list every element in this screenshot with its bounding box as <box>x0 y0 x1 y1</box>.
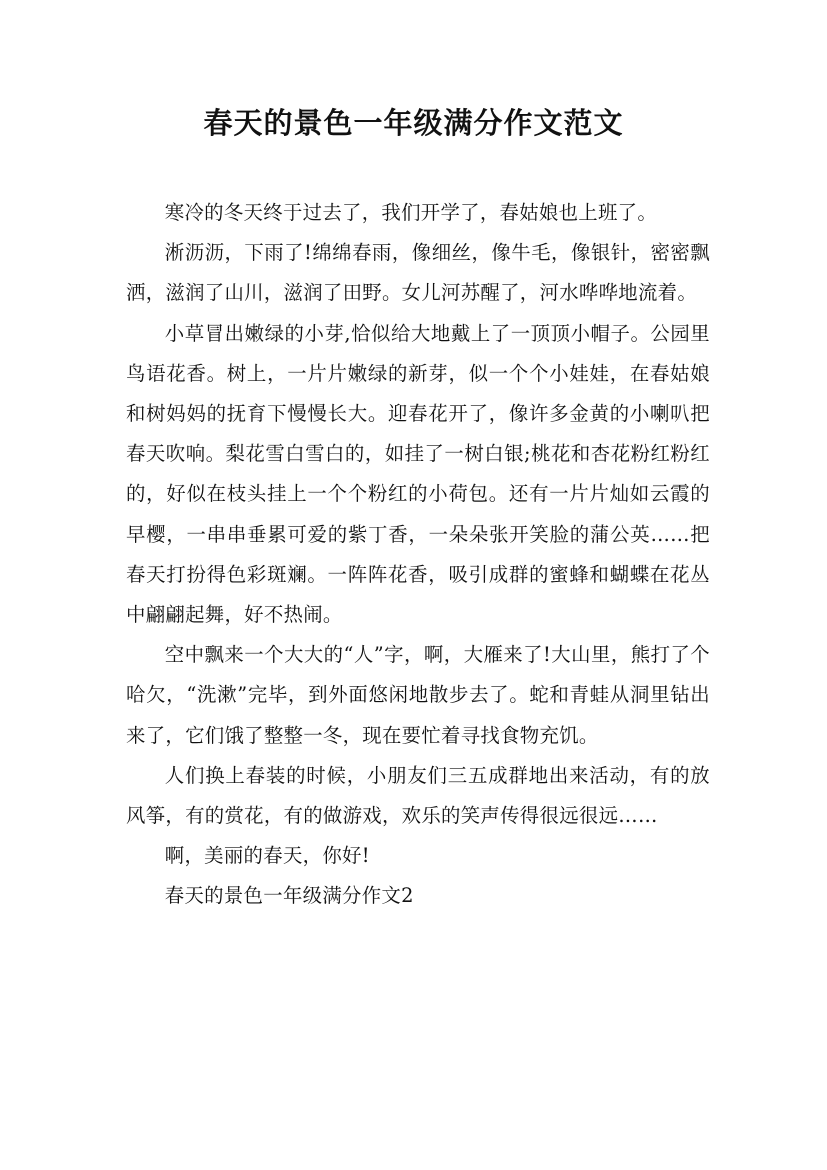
paragraph: 小草冒出嫩绿的小芽,恰似给大地戴上了一顶顶小帽子。公园里鸟语花香。树上，一片片嫩绿的新芽，似一个个小娃娃，在春姑娘和树妈妈的抚育下慢慢长大。迎春花开了，像许多金黄的小喇叭把春天吹响。梨花雪白雪白的，如挂了一树白银;桃花和杏花粉红粉红的，好似在枝头挂上一个个粉红的小荷包。还有一片片灿如云霞的早樱，一串串垂累可爱的紫丁香，一朵朵张开笑脸的蒲公英……把春天打扮得色彩斑斓。一阵阵花香，吸引成群的蜜蜂和蝴蝶在花丛中翩翩起舞，好不热闹。 <box>126 321 710 627</box>
document-body <box>126 193 710 917</box>
paragraph: 啊，美丽的春天，你好! <box>164 844 370 868</box>
paragraph: 寒冷的冬天终于过去了，我们开学了，春姑娘也上班了。 <box>164 201 658 224</box>
document-title: 春天的景色一年级满分作文范文 <box>203 106 624 140</box>
paragraph: 人们换上春装的时候，小朋友们三五成群地出来活动，有的放风筝，有的赏花，有的做游戏，欢乐的笑声传得很远很远…… <box>126 763 710 828</box>
next-essay-heading: 春天的景色一年级满分作文2 <box>164 884 414 908</box>
paragraph: 淅沥沥，下雨了!绵绵春雨，像细丝，像牛毛，像银针，密密飘洒，滋润了山川，滋润了田野。女儿河苏醒了，河水哗哗地流着。 <box>126 241 710 305</box>
paragraph: 空中飘来一个大大的“人”字，啊，大雁来了!大山里，熊打了个哈欠，“洗漱”完毕，到外面悠闲地散步去了。蛇和青蛙从洞里钻出来了，它们饿了整整一冬，现在要忙着寻找食物充饥。 <box>126 643 710 747</box>
